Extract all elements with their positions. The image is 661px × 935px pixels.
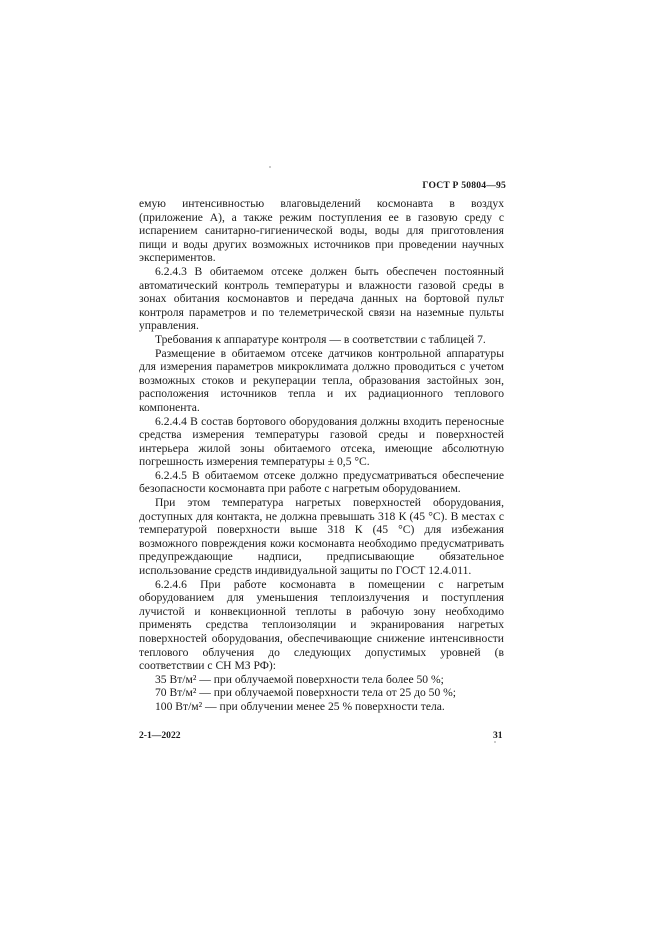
print-code: 2-1—2022 [139,730,181,741]
document-code-header: ГОСТ Р 50804—95 [422,180,506,191]
scan-speck [494,741,496,743]
list-item-level-100: 100 Вт/м² — при облучении менее 25 % поверхности тела. [155,699,445,713]
paragraph-6-2-4-5: 6.2.4.5 В обитаемом отсеке должно предусматриваться обеспечение безопасности космонавта при работе с нагретым оборудованием. [139,468,504,496]
page-number: 31 [493,730,503,741]
paragraph-6-2-4-3: 6.2.4.3 В обитаемом отсеке должен быть обеспечен постоянный автоматический контроль температуры и влажности газовой среды в зонах обитания космонавтов и передача данных на бортовой пульт контроля параметров и по телеметрической связи на наземные пульты управления. [139,264,504,333]
paragraph-6-2-4-4: 6.2.4.4 В состав бортового оборудования должны входить переносные средства измерения температуры газовой среды и поверхностей интерьера жилой зоны обитаемого отсека, имеющие абсолютную погрешность измерения температуры ± 0,5 °С. [139,414,504,469]
body-text [139,197,504,714]
paragraph-sensor-placement: Размещение в обитаемом отсеке датчиков контрольной аппаратуры для измерения параметров микроклимата должно проводиться с учетом возможных стоков и рекуперации тепла, образования застойных зон, расположения источников тепла и их радиационного теплового компонента. [139,346,504,414]
paragraph-continuation: емую интенсивностью влаговыделений космонавта в воздух (приложение А), а также режим поступления ее в газовую среду с испарением санитарно-гигиенической воды, воды для приготовления пищи и воды других возможных источников при проведении научных экспериментов. [139,197,504,265]
scan-speck [269,166,271,168]
paragraph-hot-surfaces: При этом температура нагретых поверхностей оборудования, доступных для контакта, не должна превышать 318 К (45 °С). В местах с температурой поверхности выше 318 К (45 °С) для избежания возможного повреждения кожи космонавта необходимо предусматривать предупреждающие надписи, предписывающие обязательное использование средств индивидуальной защиты по ГОСТ 12.4.011. [139,496,504,578]
paragraph-6-2-4-6: 6.2.4.6 При работе космонавта в помещении с нагретым оборудованием для уменьшения теплоизлучения и поступления лучистой и конвекционной теплоты в рабочую зону необходимо применять средства теплоизоляции и экранирования нагретых поверхностей оборудования, обеспечивающие снижение интенсивности теплового облучения до следующих допустимых уровней (в соответствии с СН МЗ РФ): [139,577,504,673]
list-item-level-35: 35 Вт/м² — при облучаемой поверхности тела более 50 %; [155,672,444,686]
paragraph-control-requirements: Требования к аппаратуре контроля — в соответствии с таблицей 7. [155,332,486,346]
list-item-level-70: 70 Вт/м² — при облучаемой поверхности тела от 25 до 50 %; [155,686,457,700]
